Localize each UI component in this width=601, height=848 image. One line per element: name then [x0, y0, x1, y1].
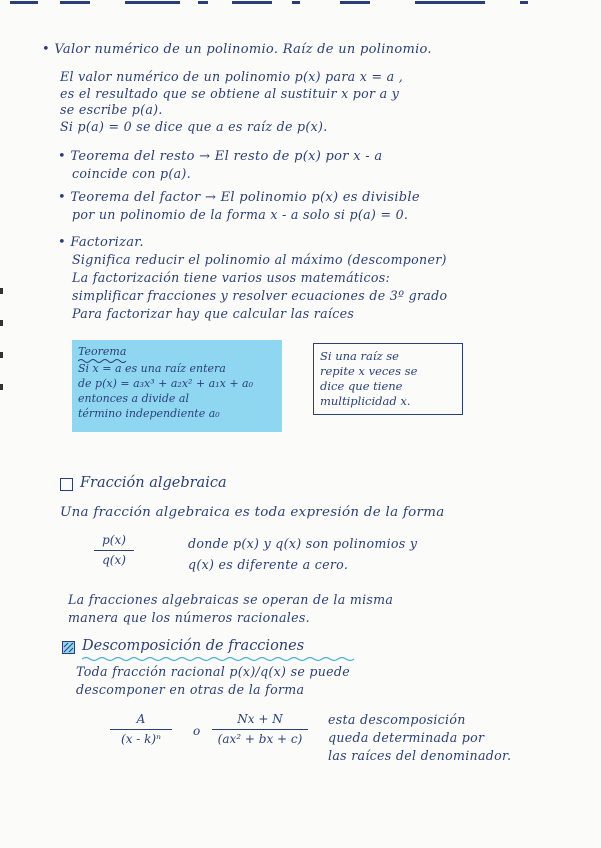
descomposicion-line-2: descomponer en otras de la forma — [76, 682, 305, 697]
descomposicion-line-1: Toda fracción racional p(x)/q(x) se puede — [76, 664, 351, 679]
fraccion-p-sobre-q — [94, 533, 134, 568]
connector-o: o — [193, 724, 201, 738]
fraccion-def-line-2: q(x) es diferente a cero. — [188, 557, 349, 572]
fraccion-operan-line-2: manera que los números racionales. — [68, 610, 310, 625]
fraction-denominator: (x - k)ⁿ — [121, 732, 161, 746]
multiplicidad-line-4: multiplicidad x. — [320, 394, 411, 408]
factorizar-line-3: simplificar fracciones y resolver ecuaciones de 3º grado — [72, 288, 448, 303]
descomposicion-note-line-3: las raíces del denominador. — [328, 748, 512, 763]
fraction-bar — [94, 550, 134, 551]
fraction-denominator: (ax² + bx + c) — [217, 732, 303, 746]
fraction-numerator: Nx + N — [237, 712, 283, 726]
factorizar-heading: • Factorizar. — [58, 235, 144, 250]
descomposicion-note-line-1: esta descomposición — [328, 712, 466, 727]
valor-numerico-line-2: es el resultado que se obtiene al sustituir x por a y — [60, 86, 400, 101]
descomposicion-note-line-2: queda determinada por — [328, 730, 485, 745]
title-squiggle-underline — [82, 656, 357, 662]
multiplicidad-line-2: repite x veces se — [320, 364, 418, 378]
multiplicidad-line-3: dice que tiene — [320, 379, 403, 393]
multiplicidad-box — [313, 343, 463, 415]
descomposicion-title: Descomposición de fracciones — [82, 638, 305, 654]
teorema-resto-line-1: • Teorema del resto → El resto de p(x) por x - a — [58, 149, 383, 164]
valor-numerico-line-1: El valor numérico de un polinomio p(x) para x = a , — [60, 69, 404, 84]
factorizar-line-4: Para factorizar hay que calcular las raíces — [72, 306, 355, 321]
factorizar-line-1: Significa reducir el polinomio al máximo (descomponer) — [72, 252, 447, 267]
teorema-box-line-4: término independiente a₀ — [78, 407, 220, 420]
fraction-numerator: p(x) — [102, 533, 126, 547]
section-valor-numerico-heading: • Valor numérico de un polinomio. Raíz de un polinomio. — [42, 42, 432, 57]
factorizar-line-2: La factorización tiene varios usos matemáticos: — [72, 270, 391, 285]
teorema-box-line-3: entonces a divide al — [78, 392, 190, 405]
fraction-bar — [212, 729, 308, 730]
fraccion-lineal-sobre-cuadratica — [212, 712, 308, 747]
multiplicidad-line-1: Si una raíz se — [320, 349, 399, 363]
fraccion-operan-line-1: La fracciones algebraicas se operan de la misma — [68, 592, 394, 607]
binder-holes — [0, 288, 4, 398]
teorema-box-line-1: Si x = a es una raíz entera — [78, 362, 226, 375]
fraction-numerator: A — [136, 712, 146, 726]
fraccion-def-line-1: donde p(x) y q(x) son polinomios y — [188, 536, 418, 551]
teorema-factor-line-1: • Teorema del factor → El polinomio p(x) es divisible — [58, 190, 420, 205]
teorema-box-line-2: de p(x) = a₃x³ + a₂x² + a₁x + a₀ — [78, 377, 254, 390]
teorema-highlight-box — [72, 340, 282, 432]
raiz-definition-line: Si p(a) = 0 se dice que a es raíz de p(x). — [60, 119, 328, 134]
fraccion-algebraica-definition: Una fracción algebraica es toda expresión de la forma — [60, 505, 445, 520]
teorema-factor-line-2: por un polinomio de la forma x - a solo si p(a) = 0. — [72, 207, 409, 222]
valor-numerico-line-3: se escribe p(a). — [60, 102, 163, 117]
checkbox-icon — [60, 478, 73, 491]
fraction-denominator: q(x) — [102, 553, 126, 567]
teorema-resto-line-2: coincide con p(a). — [72, 166, 191, 181]
fraccion-a-sobre-potencia — [110, 712, 172, 747]
checked-box-icon — [62, 641, 75, 654]
fraccion-algebraica-title: Fracción algebraica — [80, 475, 227, 491]
fraction-bar — [110, 729, 172, 730]
teorema-box-title: Teorema — [78, 345, 127, 358]
previous-page-ink-marks — [0, 0, 601, 10]
